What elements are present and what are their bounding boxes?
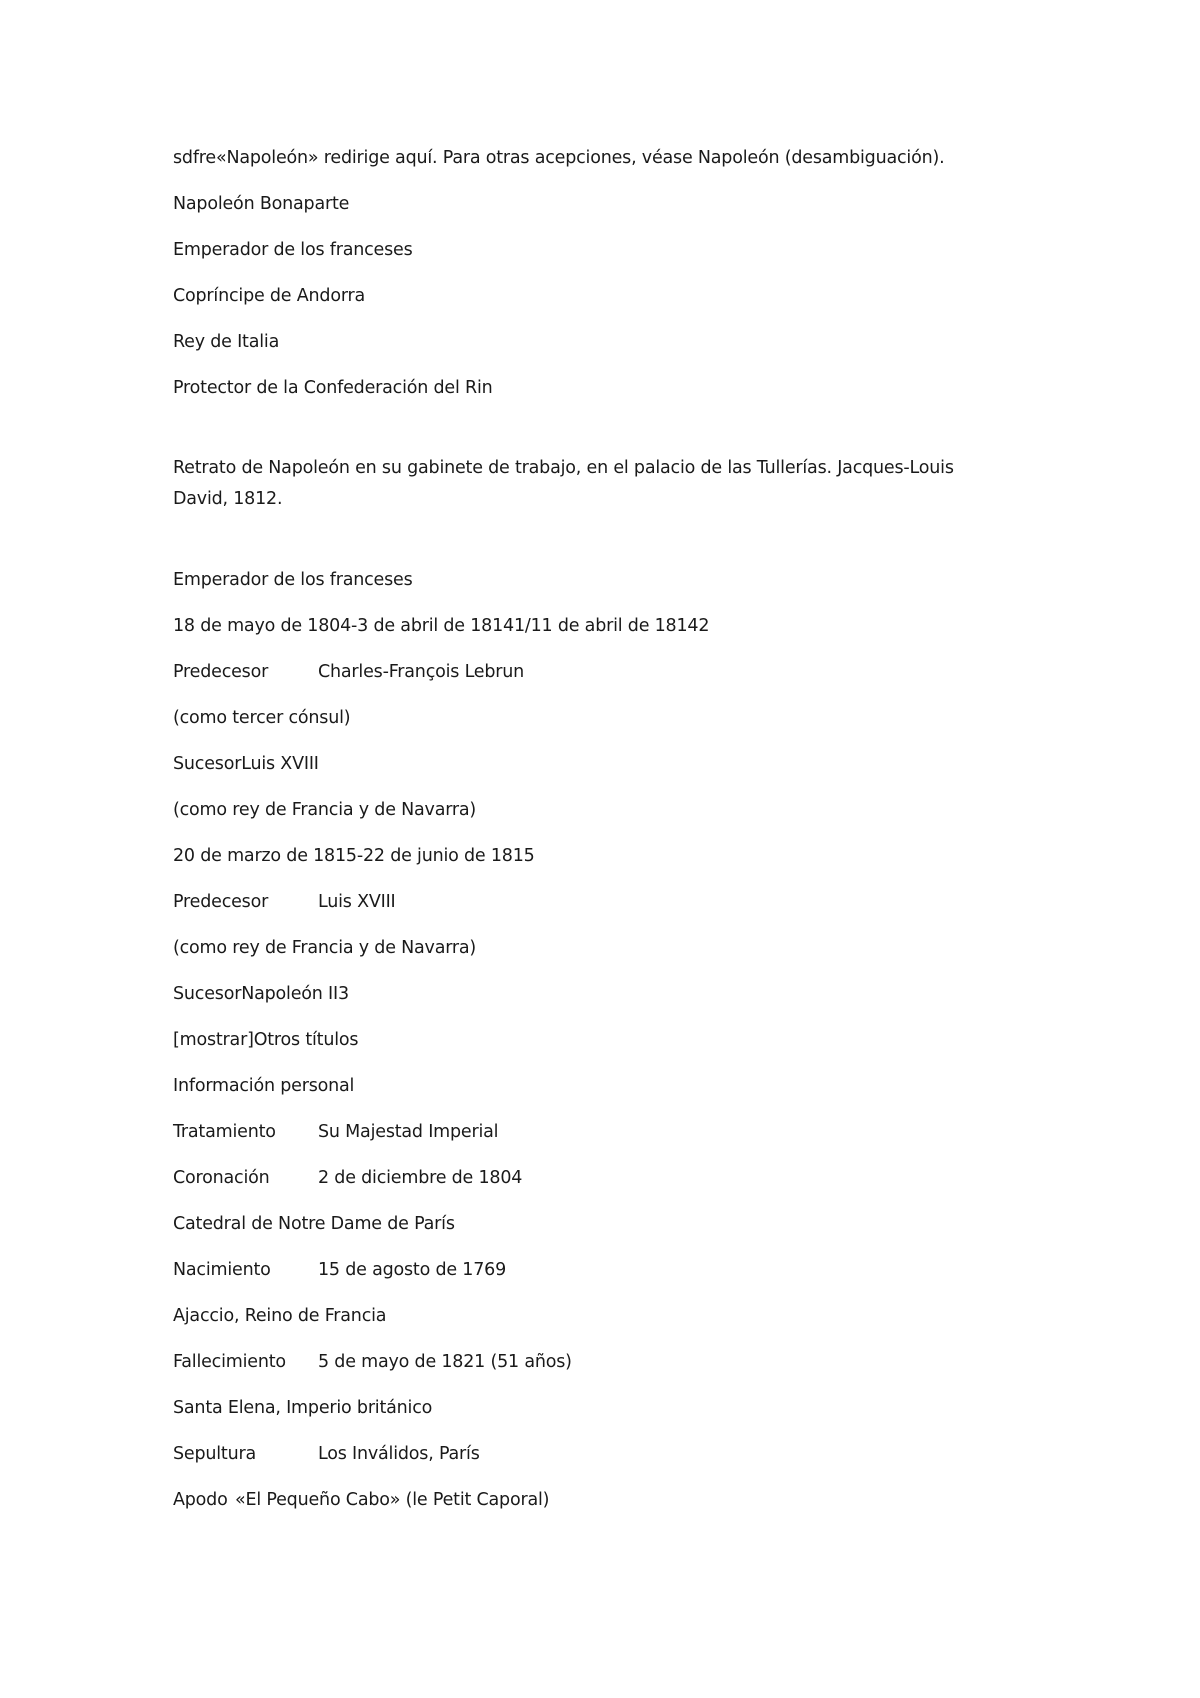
personal-info-heading: Información personal	[173, 1076, 355, 1096]
first-reign-successor-note: (como rey de Francia y de Navarra)	[173, 800, 477, 820]
treatment-label: Tratamiento	[173, 1122, 276, 1142]
nickname-label: Apodo	[173, 1490, 228, 1510]
nickname-value: «El Pequeño Cabo» (le Petit Caporal)	[235, 1490, 550, 1510]
death-value: 5 de mayo de 1821 (51 años)	[318, 1352, 572, 1372]
burial-label: Sepultura	[173, 1444, 257, 1464]
burial-row	[173, 1442, 1023, 1466]
second-reign-predecessor-note: (como rey de Francia y de Navarra)	[173, 938, 477, 958]
treatment-value: Su Majestad Imperial	[318, 1122, 499, 1142]
first-reign-predecessor-row	[173, 660, 1023, 684]
second-reign-predecessor-row	[173, 890, 1023, 914]
title-item: Emperador de los franceses	[173, 240, 413, 260]
title-item: Rey de Italia	[173, 332, 280, 352]
birth-label: Nacimiento	[173, 1260, 271, 1280]
successor-label: Sucesor	[173, 984, 242, 1004]
birth-value: 15 de agosto de 1769	[318, 1260, 507, 1280]
reign-title: Emperador de los franceses	[173, 570, 413, 590]
nickname-row	[173, 1488, 1023, 1512]
document-body	[173, 146, 1023, 1534]
death-label: Fallecimiento	[173, 1352, 286, 1372]
coronation-label: Coronación	[173, 1168, 270, 1188]
first-reign-predecessor-note: (como tercer cónsul)	[173, 708, 351, 728]
intro-line: sdfre«Napoleón» redirige aquí. Para otras acepciones, véase Napoleón (desambiguación).	[173, 148, 945, 168]
person-name: Napoleón Bonaparte	[173, 194, 350, 214]
predecessor-value: Charles-François Lebrun	[318, 662, 525, 682]
successor-value: Luis XVIII	[241, 754, 319, 774]
coronation-place: Catedral de Notre Dame de París	[173, 1214, 455, 1234]
birth-place: Ajaccio, Reino de Francia	[173, 1306, 387, 1326]
coronation-row	[173, 1166, 1023, 1190]
successor-value: Napoleón II3	[241, 984, 349, 1004]
burial-value: Los Inválidos, París	[318, 1444, 480, 1464]
treatment-row	[173, 1120, 1023, 1144]
successor-label: Sucesor	[173, 754, 242, 774]
second-reign-successor-row	[173, 982, 1023, 1006]
birth-row	[173, 1258, 1023, 1282]
second-reign-dates: 20 de marzo de 1815-22 de junio de 1815	[173, 846, 535, 866]
predecessor-label: Predecesor	[173, 662, 269, 682]
title-item: Copríncipe de Andorra	[173, 286, 366, 306]
death-place: Santa Elena, Imperio británico	[173, 1398, 433, 1418]
title-item: Protector de la Confederación del Rin	[173, 378, 493, 398]
other-titles-toggle[interactable]: [mostrar]Otros títulos	[173, 1030, 359, 1050]
predecessor-label: Predecesor	[173, 892, 269, 912]
predecessor-value: Luis XVIII	[318, 892, 396, 912]
first-reign-dates: 18 de mayo de 1804-3 de abril de 18141/11 de abril de 18142	[173, 616, 710, 636]
death-row	[173, 1350, 1023, 1374]
coronation-value: 2 de diciembre de 1804	[318, 1168, 523, 1188]
portrait-caption: Retrato de Napoleón en su gabinete de trabajo, en el palacio de las Tullerías. Jacques-Louis David, 1812.	[173, 458, 954, 509]
first-reign-successor-row	[173, 752, 1023, 776]
